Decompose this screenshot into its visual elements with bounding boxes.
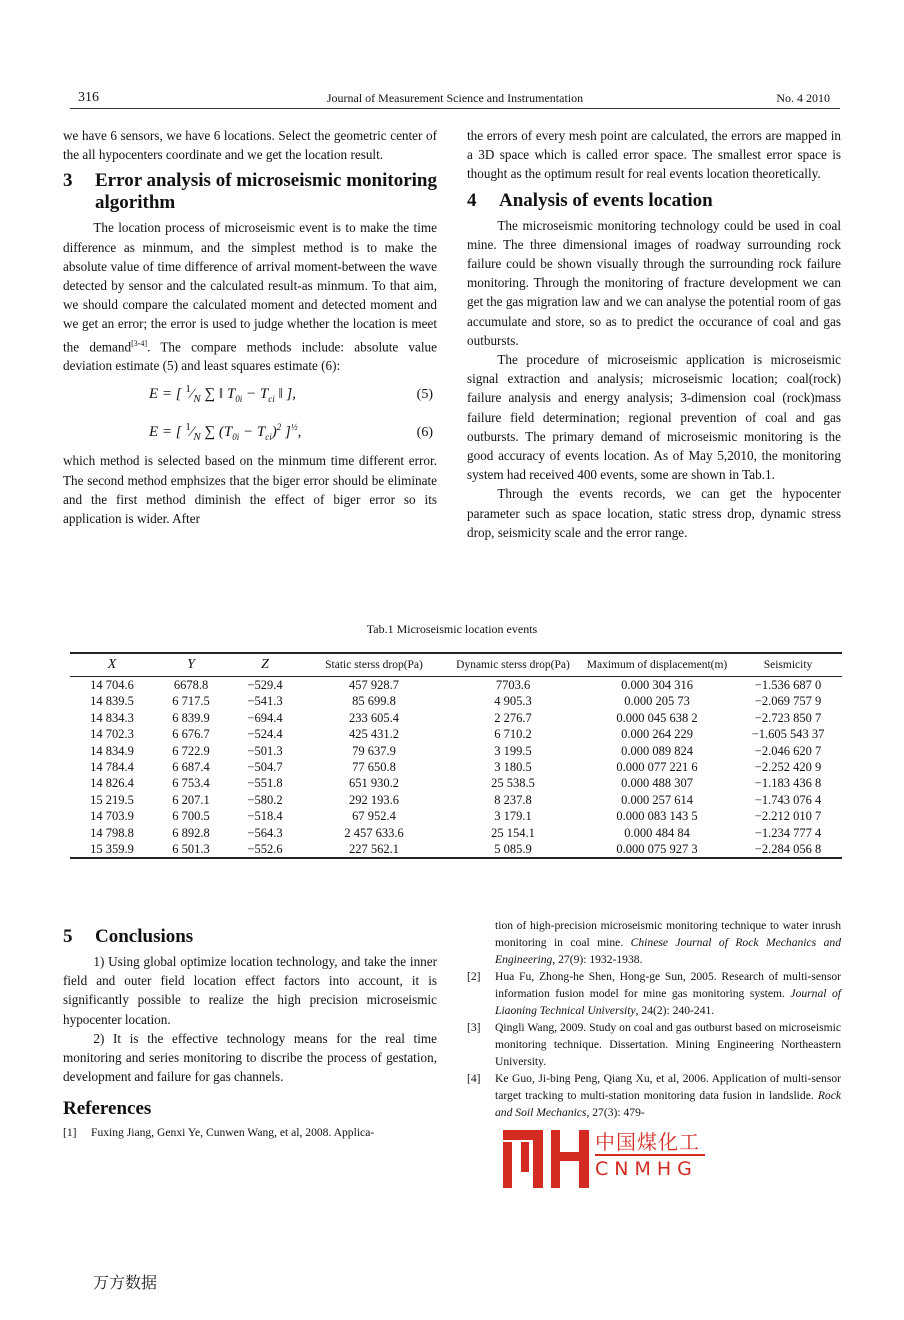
table-cell: 3 180.5 bbox=[494, 760, 532, 775]
table-cell: 0.000 488 307 bbox=[621, 776, 693, 791]
paragraph-text-tail: . The compare methods include: absolute value deviation estimate (5) and least squares estimate (6): bbox=[63, 339, 437, 374]
table-cell: −2.252 420 9 bbox=[754, 760, 822, 775]
reference-number: [2] bbox=[467, 970, 481, 983]
table-cell: 6 839.9 bbox=[172, 710, 210, 725]
table-row bbox=[70, 759, 842, 775]
table-cell: 6 892.8 bbox=[172, 825, 210, 840]
table-cell: 85 699.8 bbox=[352, 694, 396, 709]
reference-journal: Chinese Journal of Rock Mechanics and Engineering bbox=[495, 936, 841, 966]
section-title: Error analysis of microseismic monitoring algorithm bbox=[95, 170, 437, 214]
table-cell: −2.046 620 7 bbox=[754, 743, 822, 758]
section-number: 5 bbox=[63, 926, 73, 947]
table-cell: −529.4 bbox=[247, 678, 283, 692]
conclusion-item-1: 1) Using global optimize location technology, and take the inner field and outer field location effect factors into account, it is significantly possible to realize the high precision microseismic hypocenter location. bbox=[63, 954, 437, 1027]
table-body bbox=[70, 677, 842, 859]
table-cell: 79 637.9 bbox=[352, 743, 396, 758]
reference-1 bbox=[63, 1124, 437, 1141]
table-cell: −564.3 bbox=[247, 825, 283, 840]
column-header-displacement: Maximum of displacement(m) bbox=[580, 653, 734, 677]
table-cell: −2.212 010 7 bbox=[754, 809, 822, 824]
references-heading bbox=[63, 1098, 437, 1120]
page-number: 316 bbox=[78, 90, 99, 105]
equation-body: E = [ $^1⁄_N$ ∑ ‖ $T_{0i} - T_{ci}$ ‖ ], bbox=[149, 382, 297, 405]
reference-tail: , 24(2): 240-241. bbox=[635, 1004, 715, 1017]
table-cell: 7703.6 bbox=[495, 678, 531, 692]
issue-number: No. 4 2010 bbox=[776, 91, 830, 105]
section-4-heading bbox=[467, 190, 841, 212]
table-cell: −524.4 bbox=[247, 727, 283, 742]
table-cell: 457 928.7 bbox=[349, 678, 399, 692]
table-cell: −2.723 850 7 bbox=[754, 710, 822, 725]
table-cell: 227 562.1 bbox=[302, 841, 446, 858]
table-cell: 6 207.1 bbox=[172, 792, 210, 807]
table-caption: Tab.1 Microseismic location events bbox=[366, 622, 538, 636]
lower-right-column bbox=[467, 917, 841, 1121]
table-cell: 3 199.5 bbox=[494, 743, 532, 758]
reference-tail: , 27(3): 479- bbox=[586, 1106, 645, 1119]
logo-english-text: CNMHG bbox=[595, 1158, 698, 1180]
reference-2 bbox=[467, 968, 841, 1019]
table-cell: 292 193.6 bbox=[349, 792, 399, 807]
source-watermark: 万方数据 bbox=[93, 1273, 158, 1292]
table-cell: 0.000 484 84 bbox=[624, 825, 690, 840]
table-cell: 6 676.7 bbox=[172, 727, 210, 742]
table-cell: 14 703.9 bbox=[90, 809, 134, 824]
table-row bbox=[70, 677, 842, 694]
table-cell: −580.2 bbox=[247, 792, 283, 807]
section-number: 4 bbox=[467, 189, 477, 211]
table-cell: 14 798.8 bbox=[90, 825, 134, 840]
section-title: Analysis of events location bbox=[499, 189, 713, 211]
table-cell: 6678.8 bbox=[173, 678, 209, 692]
cnmhg-logo-icon bbox=[503, 1130, 589, 1188]
table-cell: 0.000 257 614 bbox=[621, 792, 693, 807]
column-header-z: Z bbox=[228, 653, 302, 677]
table-row bbox=[70, 726, 842, 742]
table-cell: 6 700.5 bbox=[172, 809, 210, 824]
table-cell: 67 952.4 bbox=[352, 809, 396, 824]
column-header-seismicity: Seismicity bbox=[734, 653, 842, 677]
table-cell: −552.6 bbox=[228, 841, 302, 858]
logo-divider bbox=[595, 1154, 705, 1156]
equation-5 bbox=[63, 375, 437, 413]
table-cell: 14 704.6 bbox=[90, 678, 134, 692]
table-cell: 233 605.4 bbox=[349, 710, 399, 725]
table-cell: 6 501.3 bbox=[154, 841, 228, 858]
intro-paragraph: we have 6 sensors, we have 6 locations. Select the geometric center of the all hypocenters coordinate and we get the location result. bbox=[63, 128, 437, 163]
table-cell: 14 826.4 bbox=[90, 776, 134, 791]
equation-number: (6) bbox=[416, 424, 433, 440]
reference-text: Qingli Wang, 2009. Study on coal and gas outburst based on microseismic monitoring technique. Dissertation. Mining Engineering Northeastern University. bbox=[495, 1021, 841, 1068]
reference-body bbox=[495, 968, 841, 1019]
table-cell: 25 538.5 bbox=[491, 776, 535, 791]
column-header-dynamic-stress: Dynamic sterss drop(Pa) bbox=[446, 653, 580, 677]
table-cell: 6 717.5 bbox=[172, 694, 210, 709]
lower-left-column bbox=[63, 920, 437, 1141]
equation-6 bbox=[63, 413, 437, 451]
table-cell: −518.4 bbox=[247, 809, 283, 824]
table-cell: 4 905.3 bbox=[494, 694, 532, 709]
citation: [3-4] bbox=[131, 338, 148, 348]
table-row bbox=[70, 825, 842, 841]
table-cell: 2 457 633.6 bbox=[344, 825, 404, 840]
table-cell: −1.234 777 4 bbox=[754, 825, 822, 840]
left-column bbox=[63, 126, 437, 528]
reference-number: [4] bbox=[467, 1072, 481, 1085]
table-row bbox=[70, 775, 842, 791]
table-row bbox=[70, 743, 842, 759]
table-cell: 15 359.9 bbox=[70, 841, 154, 858]
events-table bbox=[70, 652, 842, 859]
references-title: References bbox=[63, 1098, 152, 1120]
table-cell: 6 722.9 bbox=[172, 743, 210, 758]
table-header-row bbox=[70, 653, 842, 677]
table-cell: −541.3 bbox=[247, 694, 283, 709]
table-cell: −1.536 687 0 bbox=[754, 678, 822, 692]
reference-journal: Journal of Liaoning Technical University bbox=[495, 987, 841, 1017]
section-4-paragraph-1: The microseismic monitoring technology could be used in coal mine. The three dimensional images of roadway surrounding rock failure could be shown visually through the surrounding rock failure monitoring. Through the monitoring of fracture development we can get the gas migration law and we can analyse the potential room of gas accumulate and store, so as to predict the occurance of coal and gas outbursts. bbox=[467, 217, 841, 348]
section-4-paragraph-2: The procedure of microseismic application is microseismic signal extraction and analysis; microseismic location; coal(rock) failure analysis and energy analysis; 3-dimension coal (rock)mass failure field determination; regional prevention of coal and gas outbursts. The primary demand of microseismic monitoring is the good accuracy of events location. As of May 5,2010, the monitoring system had received 400 events, some are shown in Tab.1. bbox=[467, 352, 841, 483]
reference-3 bbox=[467, 1019, 841, 1070]
table-cell: 0.000 205 73 bbox=[624, 694, 690, 709]
table-cell: 0.000 264 229 bbox=[621, 727, 693, 742]
table-cell: 0.000 089 824 bbox=[621, 743, 693, 758]
table-cell: 651 930.2 bbox=[349, 776, 399, 791]
table-cell: −1.743 076 4 bbox=[754, 792, 822, 807]
reference-body bbox=[495, 1070, 841, 1121]
reference-text: tion of high-precision microseismic monitoring technique to water inrush monitoring in coal mine. bbox=[495, 919, 841, 949]
section-3-paragraph-2: which method is selected based on the minmum time different error. The second method emphsizes that the biger error should be eliminate and the first method diminish the effect of biger error so its application is wider. After bbox=[63, 453, 437, 527]
continuation-paragraph: the errors of every mesh point are calculated, the errors are mapped in a 3D space which is called error space. The smallest error space is thought as the optimum result for real events location theoretically. bbox=[467, 128, 841, 182]
table-cell: −1.605 543 37 bbox=[751, 727, 825, 742]
running-header bbox=[70, 88, 840, 109]
table-cell: 0.000 304 316 bbox=[621, 678, 693, 692]
table-cell: 2 276.7 bbox=[494, 710, 532, 725]
table-cell: −551.8 bbox=[247, 776, 283, 791]
table-cell: 3 179.1 bbox=[494, 809, 532, 824]
section-5-heading bbox=[63, 926, 437, 948]
section-4-paragraph-3: Through the events records, we can get the hypocenter parameter such as space location, static stress drop, dynamic stress drop, seismicity scale and the error range. bbox=[467, 486, 841, 540]
paragraph-text: The location process of microseismic event is to make the time difference as minmum, and the simplest method is to make the absolute value of time difference of arrival moment-between the wave detected by sensor and the calculated result-as minmum. To that aim, we should compare the calculated moment and detected moment and we get an error; the error is used to judge whether the location is meet the demand bbox=[63, 220, 437, 355]
reference-4 bbox=[467, 1070, 841, 1121]
table-cell: 15 219.5 bbox=[90, 792, 134, 807]
logo-chinese-text: 中国煤化工 bbox=[595, 1130, 700, 1154]
section-3-paragraph bbox=[63, 218, 437, 375]
table-cell: 6 710.2 bbox=[494, 727, 532, 742]
section-number: 3 bbox=[63, 170, 73, 192]
table-cell: 6 753.4 bbox=[172, 776, 210, 791]
column-header-static-stress: Static sterss drop(Pa) bbox=[302, 653, 446, 677]
table-cell: 8 237.8 bbox=[494, 792, 532, 807]
equation-body: E = [ $^1⁄_N$ ∑ $(T_{0i} - T_{ci})^2$ ]$^{\frac{1}{2}}$, bbox=[149, 420, 302, 443]
reference-text: Ke Guo, Ji-bing Peng, Qiang Xu, et al, 2006. Application of multi-sensor target tracking to multi-station monitoring data fusion in landslide. bbox=[495, 1072, 841, 1102]
table-cell: 14 784.4 bbox=[90, 760, 134, 775]
section-title: Conclusions bbox=[95, 926, 194, 947]
reference-number: [3] bbox=[467, 1021, 481, 1034]
table-cell: 14 702.3 bbox=[90, 727, 134, 742]
table-cell: −504.7 bbox=[247, 760, 283, 775]
table-cell: 0.000 083 143 5 bbox=[616, 809, 698, 824]
table-cell: 14 834.3 bbox=[90, 710, 134, 725]
journal-name: Journal of Measurement Science and Instrumentation bbox=[326, 91, 584, 105]
table-row bbox=[70, 710, 842, 726]
table-cell: −501.3 bbox=[247, 743, 283, 758]
column-header-y: Y bbox=[154, 653, 228, 677]
reference-text: Hua Fu, Zhong-he Shen, Hong-ge Sun, 2005. Research of multi-sensor information fusion model for mine gas monitoring system. bbox=[495, 970, 841, 1000]
reference-1-continuation bbox=[467, 917, 841, 968]
table-row bbox=[70, 841, 842, 858]
table-cell: 14 834.9 bbox=[90, 743, 134, 758]
table-cell: −694.4 bbox=[247, 710, 283, 725]
table-cell: 0.000 077 221 6 bbox=[616, 760, 698, 775]
right-column bbox=[467, 126, 841, 542]
column-header-x: X bbox=[70, 653, 154, 677]
table-cell: 14 839.5 bbox=[90, 694, 134, 709]
cnmhg-watermark-logo bbox=[503, 1130, 733, 1190]
table-cell: 25 154.1 bbox=[491, 825, 535, 840]
table-cell: −2.284 056 8 bbox=[734, 841, 842, 858]
reference-journal: Rock and Soil Mechanics bbox=[495, 1089, 841, 1119]
section-3-heading bbox=[63, 170, 437, 214]
table-cell: 425 431.2 bbox=[349, 727, 399, 742]
table-row bbox=[70, 792, 842, 808]
table-cell: 5 085.9 bbox=[446, 841, 580, 858]
reference-number: [1] bbox=[63, 1126, 77, 1140]
table-cell: 6 687.4 bbox=[172, 760, 210, 775]
table-cell: 77 650.8 bbox=[352, 760, 396, 775]
reference-text: Fuxing Jiang, Genxi Ye, Cunwen Wang, et al, 2008. Applica- bbox=[91, 1126, 375, 1140]
reference-tail: , 27(9): 1932-1938. bbox=[552, 953, 643, 966]
table-row bbox=[70, 693, 842, 709]
table-row bbox=[70, 808, 842, 824]
table-cell: 0.000 075 927 3 bbox=[580, 841, 734, 858]
table-cell: 0.000 045 638 2 bbox=[616, 710, 698, 725]
conclusion-item-2: 2) It is the effective technology means for the real time monitoring and series monitoring to discribe the process of gestation, development and failure for gas channels. bbox=[63, 1030, 437, 1085]
table-cell: −2.069 757 9 bbox=[754, 694, 822, 709]
table-cell: −1.183 436 8 bbox=[754, 776, 822, 791]
equation-number: (5) bbox=[416, 386, 433, 402]
